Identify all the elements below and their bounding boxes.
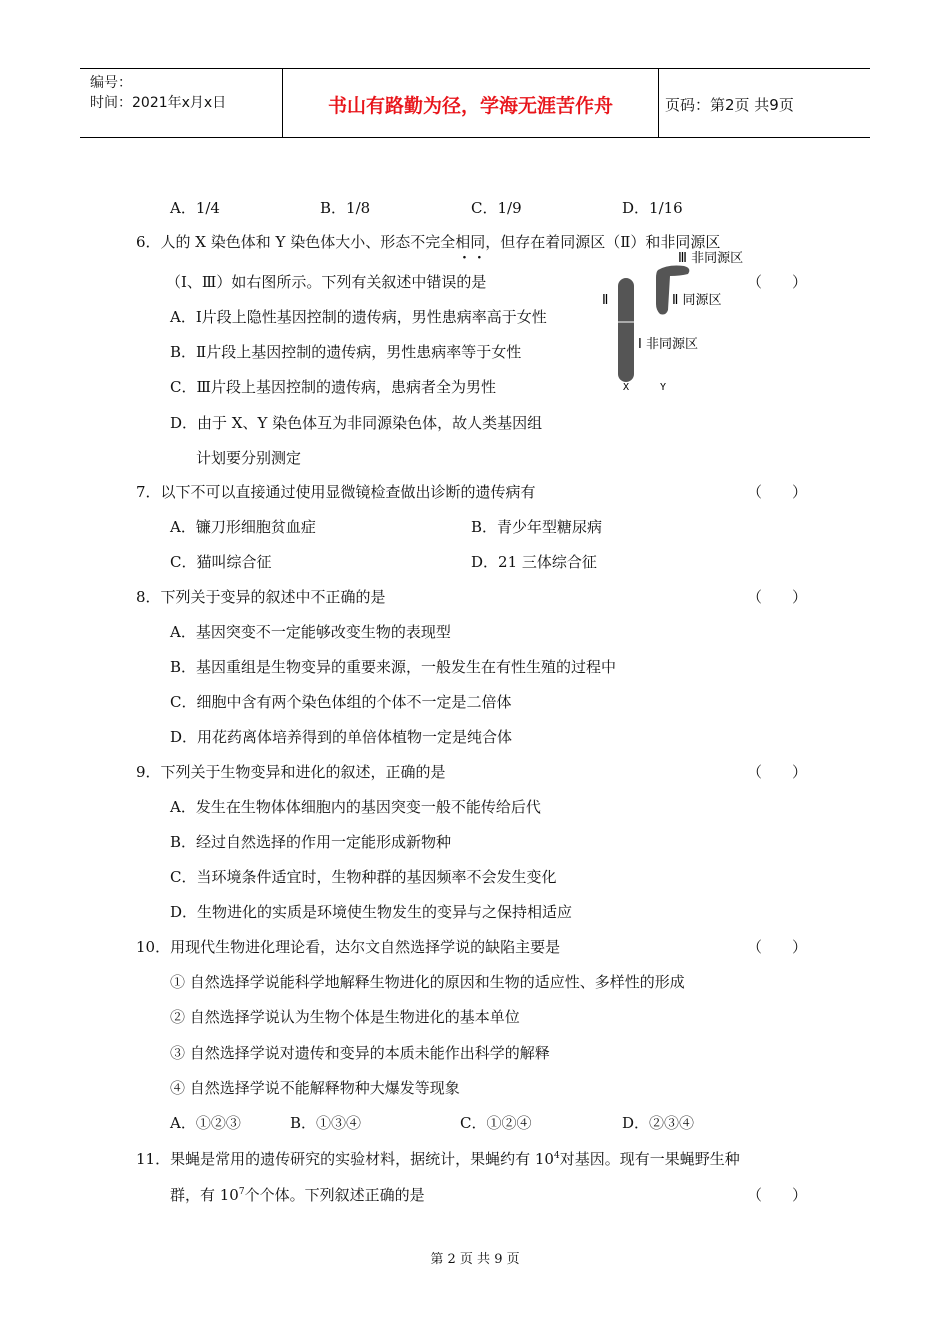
number-label: 编号： [90, 75, 132, 91]
q5-option-c: C．1/9 [471, 199, 522, 217]
x-chromosome [618, 278, 634, 382]
q10-statement-2: ② 自然选择学说认为生物个体是生物进化的基本单位 [170, 1008, 520, 1026]
q11-line1-b: 对基因。现有一果蝇野生种 [559, 1150, 740, 1168]
q9-option-b: B．经过自然选择的作用一定能形成新物种 [170, 833, 452, 851]
q7-option-d: D．21 三体综合征 [471, 553, 597, 571]
q6-option-d-cont: 计划要分别测定 [196, 449, 302, 467]
q7-option-b: B．青少年型糖尿病 [471, 518, 603, 536]
header-motto: 书山有路勤为径，学海无涯苦作舟 [327, 95, 613, 117]
q10-stem: 10．用现代生物进化理论看，达尔文自然选择学说的缺陷主要是 [136, 938, 561, 956]
page-header [80, 68, 870, 138]
q10-statement-3: ③ 自然选择学说对遗传和变异的本质未能作出科学的解释 [170, 1044, 550, 1062]
q11-line2-a: 群，有 10 [170, 1186, 239, 1204]
q6-option-d: D．由于 X、Y 染色体互为非同源染色体，故人类基因组 [170, 414, 543, 432]
q8-option-d: D．用花药离体培养得到的单倍体植物一定是纯合体 [170, 728, 513, 746]
q5-option-a: A．1/4 [170, 199, 220, 217]
header-left-cell [80, 69, 283, 137]
q8-option-c: C．细胞中含有两个染色体组的个体不一定是二倍体 [170, 693, 512, 711]
q6-stem-line1: 6．人的 X 染色体和 Y 染色体大小、形态不完全相同，但存在着同源区（Ⅱ）和非同源区 [136, 233, 721, 251]
q6-option-b: B．Ⅱ片段上基因控制的遗传病，男性患病率等于女性 [170, 343, 522, 361]
q6-option-a: A．Ⅰ片段上隐性基因控制的遗传病，男性患病率高于女性 [170, 308, 547, 326]
q11-stem-line1 [136, 1148, 740, 1169]
q11-line2-sup: 7 [238, 1187, 245, 1197]
q6-option-c: C．Ⅲ片段上基因控制的遗传病，患病者全为男性 [170, 378, 496, 396]
fig-label-ii-left: Ⅱ [602, 293, 609, 308]
q9-option-d: D．生物进化的实质是环境使生物发生的变异与之保持相适应 [170, 903, 573, 921]
q7-stem: 7．以下不可以直接通过使用显微镜检查做出诊断的遗传病有 [136, 483, 536, 501]
q9-option-c: C．当环境条件适宜时，生物种群的基因频率不会发生变化 [170, 868, 557, 886]
q11-stem-line2 [170, 1184, 425, 1205]
page-footer: 第 2 页 共 9 页 [430, 1252, 520, 1267]
q8-stem: 8．下列关于变异的叙述中不正确的是 [136, 588, 386, 606]
q11-line1-sup: 4 [553, 1151, 560, 1161]
q9-option-a: A．发生在生物体体细胞内的基因突变一般不能传给后代 [170, 798, 541, 816]
q6-answer-paren: （ ） [747, 273, 808, 291]
q10-option-b: B．①③④ [290, 1114, 362, 1132]
q10-statement-1: ① 自然选择学说能科学地解释生物进化的原因和生物的适应性、多样性的形成 [170, 973, 685, 991]
fig-x-label: X [623, 382, 630, 393]
q11-line1-a: 11．果蝇是常用的遗传研究的实验材料，据统计，果蝇约有 10 [136, 1150, 554, 1168]
header-right-cell [659, 69, 870, 137]
q6-stem-line2: （Ⅰ、Ⅲ）如右图所示。下列有关叙述中错误的是 [166, 273, 487, 291]
header-center-cell [283, 69, 659, 137]
q8-option-b: B．基因重组是生物变异的重要来源，一般发生在有性生殖的过程中 [170, 658, 617, 676]
q8-answer-paren: （ ） [747, 588, 808, 606]
q9-answer-paren: （ ） [747, 763, 808, 781]
q10-option-d: D．②③④ [622, 1114, 695, 1132]
q6-emphasis-dots: ·· [462, 250, 492, 266]
time-label: 时间：2021年x月x日 [90, 95, 227, 111]
q9-stem: 9．下列关于生物变异和进化的叙述，正确的是 [136, 763, 446, 781]
q11-answer-paren: （ ） [747, 1186, 808, 1204]
xy-chromosome-figure [596, 248, 776, 398]
q10-statement-4: ④ 自然选择学说不能解释物种大爆发等现象 [170, 1079, 460, 1097]
q10-option-a: A．①②③ [170, 1114, 241, 1132]
page-label: 页码：第2页 共9页 [665, 96, 794, 114]
fig-y-label: Y [660, 382, 667, 393]
q7-option-c: C．猫叫综合征 [170, 553, 272, 571]
q11-line2-b: 个个体。下列叙述正确的是 [244, 1186, 425, 1204]
fig-label-i: Ⅰ 非同源区 [638, 337, 698, 352]
q5-option-b: B．1/8 [320, 199, 371, 217]
q7-option-a: A．镰刀形细胞贫血症 [170, 518, 316, 536]
q8-option-a: A．基因突变不一定能够改变生物的表现型 [170, 623, 451, 641]
q10-answer-paren: （ ） [747, 938, 808, 956]
q5-option-d: D．1/16 [622, 199, 683, 217]
fig-label-iii: Ⅲ 非同源区 [678, 251, 744, 266]
fig-label-ii: Ⅱ 同源区 [672, 293, 722, 308]
q7-answer-paren: （ ） [747, 483, 808, 501]
q10-option-c: C．①②④ [460, 1114, 532, 1132]
